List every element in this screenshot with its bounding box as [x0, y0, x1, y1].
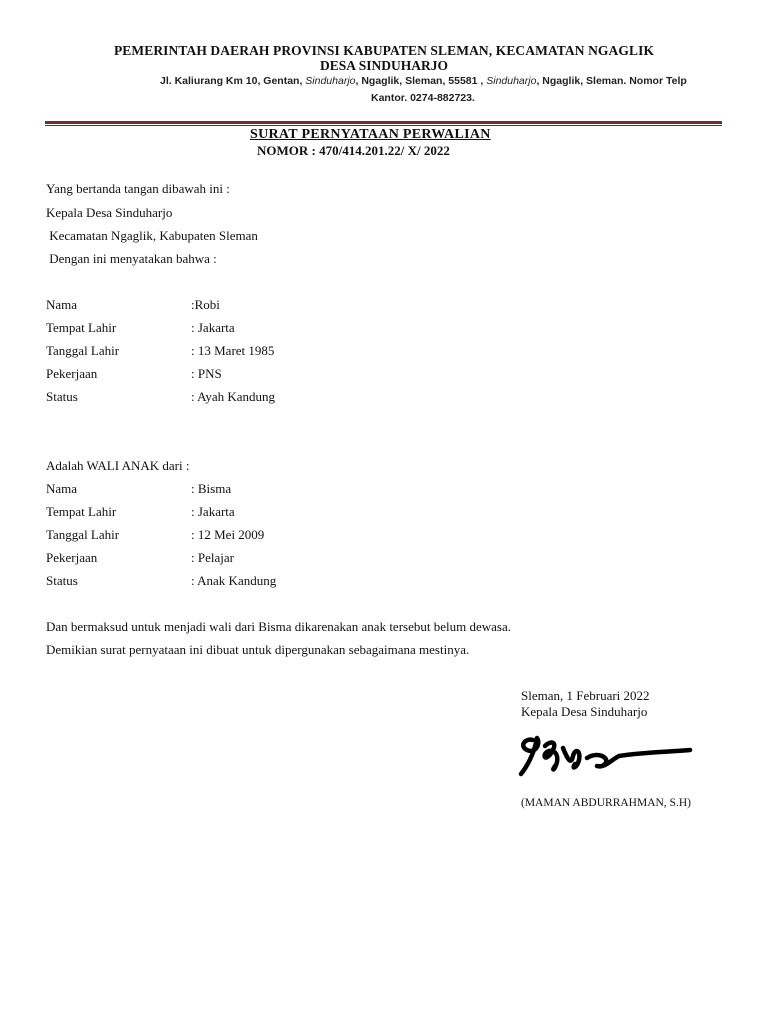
guardian-value: :Robi — [191, 297, 220, 312]
guardian-label: Status — [46, 389, 78, 404]
intro-line-4: Dengan ini menyatakan bahwa : — [46, 251, 217, 266]
guardian-label: Nama — [46, 297, 78, 312]
guardian-label: Tempat Lahir — [46, 320, 117, 335]
address-part: , Ngaglik, Sleman. Nomor Telp — [536, 75, 687, 87]
address-part: Jl. Kaliurang Km 10, Gentan, — [160, 75, 306, 87]
address-part-italic: Sinduharjo — [305, 75, 356, 87]
ward-value: : Anak Kandung — [191, 573, 277, 588]
ward-value: : Jakarta — [191, 504, 235, 519]
document-title: SURAT PERNYATAAN PERWALIAN — [250, 127, 491, 142]
letterhead-title: PEMERINTAH DAERAH PROVINSI KABUPATEN SLEMAN, KECAMATAN NGAGLIK — [113, 43, 655, 58]
address-part-italic: Sinduharjo — [486, 75, 537, 87]
handwritten-signature — [515, 728, 695, 783]
signature-place-date: Sleman, 1 Februari 2022 — [521, 688, 650, 703]
letterhead-address-line2: Kantor. 0274-882723. — [371, 92, 475, 104]
ward-label: Status — [46, 573, 78, 588]
signature-name: (MAMAN ABDURRAHMAN, S.H) — [521, 797, 691, 809]
intro-line-1: Yang bertanda tangan dibawah ini : — [46, 181, 230, 196]
guardian-value: : Jakarta — [191, 320, 235, 335]
guardian-value: : PNS — [191, 366, 222, 381]
address-part: , Ngaglik, Sleman, 55581 , — [355, 75, 487, 87]
intro-line-3: Kecamatan Ngaglik, Kabupaten Sleman — [46, 228, 258, 243]
guardian-label: Tanggal Lahir — [46, 343, 120, 358]
guardian-value: : 13 Maret 1985 — [191, 343, 275, 358]
closing-line-2: Demikian surat pernyataan ini dibuat untuk dipergunakan sebagaimana mestinya. — [46, 642, 470, 657]
signature-position: Kepala Desa Sinduharjo — [521, 704, 648, 719]
ward-label: Tanggal Lahir — [46, 527, 120, 542]
closing-line-1: Dan bermaksud untuk menjadi wali dari Bisma dikarenakan anak tersebut belum dewasa. — [46, 619, 511, 634]
guardian-value: : Ayah Kandung — [191, 389, 276, 404]
document-number: NOMOR : 470/414.201.22/ X/ 2022 — [257, 143, 450, 158]
ward-heading: Adalah WALI ANAK dari : — [46, 458, 190, 473]
ward-label: Nama — [46, 481, 78, 496]
ward-value: : Pelajar — [191, 550, 234, 565]
letterhead-subtitle: DESA SINDUHARJO — [320, 58, 448, 73]
ward-value: : Bisma — [191, 481, 232, 496]
ward-label: Pekerjaan — [46, 550, 98, 565]
intro-line-2: Kepala Desa Sinduharjo — [46, 205, 173, 220]
letterhead-divider-thin — [45, 125, 722, 126]
letterhead-divider-thick — [45, 121, 722, 124]
ward-value: : 12 Mei 2009 — [191, 527, 265, 542]
guardian-label: Pekerjaan — [46, 366, 98, 381]
ward-label: Tempat Lahir — [46, 504, 117, 519]
letterhead-address-line1 — [160, 75, 687, 87]
